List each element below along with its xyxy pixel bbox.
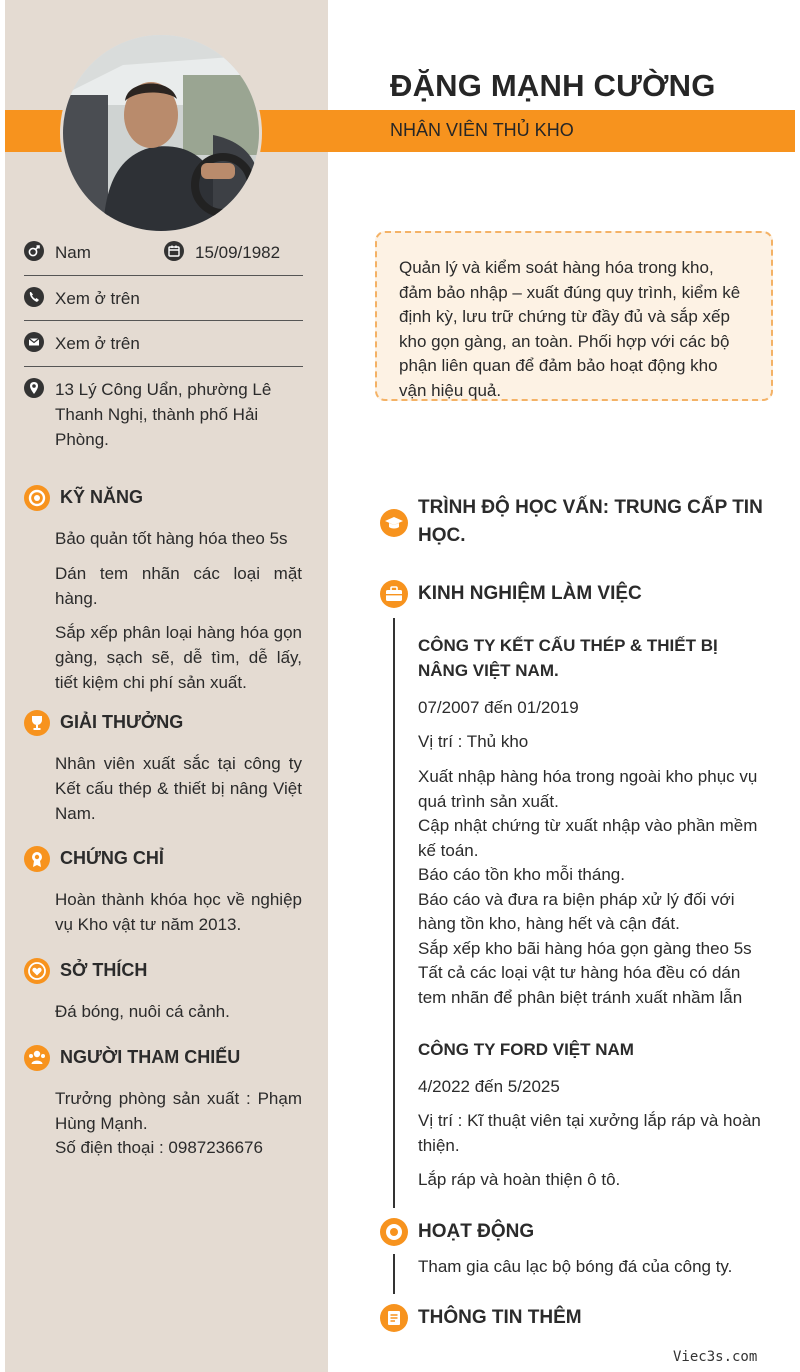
- calendar-icon: [164, 241, 184, 261]
- briefcase-icon: [380, 580, 408, 608]
- address-value: 13 Lý Công Uẩn, phường Lê Thanh Nghị, thành phố Hải Phòng.: [55, 380, 272, 449]
- phone-icon: [24, 287, 44, 307]
- awards-title: GIẢI THƯỞNG: [60, 712, 184, 732]
- more-info-title: THÔNG TIN THÊM: [418, 1307, 582, 1328]
- timeline-line: [393, 1254, 395, 1294]
- gender-icon: [24, 241, 44, 261]
- graduation-cap-icon: [380, 509, 408, 537]
- duty-item: Cập nhật chứng từ xuất nhập vào phần mềm kế toán.: [418, 816, 758, 860]
- reference-person: Trưởng phòng sản xuất : Phạm Hùng Mạnh.: [55, 1089, 302, 1133]
- trophy-icon: [24, 710, 50, 736]
- job-period: 4/2022 đến 5/2025: [418, 1077, 560, 1096]
- references-title: NGƯỜI THAM CHIẾU: [60, 1047, 241, 1067]
- job-position: Vị trí : Thủ kho: [418, 732, 529, 751]
- timeline-line: [393, 618, 395, 1208]
- references-icon: [24, 1045, 50, 1071]
- education-title-line1: TRÌNH ĐỘ HỌC VẤN: TRUNG CẤP TIN: [418, 497, 763, 518]
- company-name: CÔNG TY FORD VIỆT NAM: [418, 1040, 634, 1059]
- company-name: CÔNG TY KẾT CẤU THÉP & THIẾT BỊ NÂNG VIỆT NAM.: [418, 636, 718, 680]
- email-icon: [24, 332, 44, 352]
- activities-text: Tham gia câu lạc bộ bóng đá của công ty.: [418, 1257, 733, 1276]
- job-duties: [418, 765, 763, 1010]
- location-icon: [24, 378, 44, 398]
- education-title-line2: HỌC.: [418, 525, 466, 546]
- heart-icon: [24, 958, 50, 984]
- job-duties: [418, 1168, 763, 1193]
- job-period: 07/2007 đến 01/2019: [418, 698, 579, 717]
- phone-value[interactable]: Xem ở trên: [55, 289, 140, 308]
- duty-item: Lắp ráp và hoàn thiện ô tô.: [418, 1170, 621, 1189]
- duty-item: Xuất nhập hàng hóa trong ngoài kho phục vụ quá trình sản xuất.: [418, 767, 758, 811]
- skill-item: Dán tem nhãn các loại mặt hàng.: [55, 564, 302, 608]
- hobbies-title: SỞ THÍCH: [60, 960, 148, 980]
- duty-item: Báo cáo tồn kho mỗi tháng.: [418, 865, 625, 884]
- experience-title: KINH NGHIỆM LÀM VIỆC: [418, 583, 642, 604]
- job-position: Vị trí : Kĩ thuật viên tại xưởng lắp ráp và hoàn thiện.: [418, 1111, 761, 1155]
- duty-item: Báo cáo và đưa ra biện pháp xử lý đối với hàng tồn kho, hàng hết và cận đát.: [418, 889, 735, 933]
- skill-item: Bảo quản tốt hàng hóa theo 5s: [55, 529, 288, 548]
- skills-title: KỸ NĂNG: [60, 487, 144, 507]
- contact-divider: [24, 275, 303, 276]
- activities-icon: [380, 1218, 408, 1246]
- duty-item: Sắp xếp kho bãi hàng hóa gọn gàng theo 5s: [418, 938, 752, 958]
- skills-icon: [24, 485, 50, 511]
- site-watermark: Viec3s.com: [673, 1349, 758, 1365]
- skill-item: Sắp xếp phân loại hàng hóa gọn gàng, sạch sẽ, dễ tìm, dễ lấy, tiết kiệm chi phí sản xuất.: [55, 623, 302, 692]
- email-value[interactable]: Xem ở trên: [55, 334, 140, 353]
- reference-phone: Số điện thoại : 0987236676: [55, 1138, 263, 1157]
- info-icon: [380, 1304, 408, 1332]
- certificates-title: CHỨNG CHỈ: [60, 848, 164, 868]
- candidate-name: ĐẶNG MẠNH CƯỜNG: [390, 68, 716, 103]
- hobbies-text: Đá bóng, nuôi cá cảnh.: [55, 1002, 230, 1021]
- career-summary: Quản lý và kiểm soát hàng hóa trong kho, đảm bảo nhập – xuất đúng quy trình, kiểm kê định kỳ, lưu trữ chứng từ đầy đủ và sắp xếp kho gọn gàng, an toàn. Phối hợp với các bộ phận liên quan để đảm bảo hoạt động kho vận hiệu quả.: [375, 231, 773, 401]
- dob-value: 15/09/1982: [195, 243, 281, 262]
- contact-divider: [24, 320, 303, 321]
- awards-text: Nhân viên xuất sắc tại công ty Kết cấu thép & thiết bị nâng Việt Nam.: [55, 754, 302, 823]
- profile-photo: [63, 35, 259, 231]
- certificate-icon: [24, 846, 50, 872]
- certificates-text: Hoàn thành khóa học về nghiệp vụ Kho vật tư năm 2013.: [55, 890, 302, 934]
- contact-divider: [24, 366, 303, 367]
- activities-title: HOẠT ĐỘNG: [418, 1221, 535, 1242]
- gender-value: Nam: [55, 243, 91, 262]
- duty-item: Tất cả các loại vật tư hàng hóa đều có dán tem nhãn để phân biệt tránh xuất nhầm lẫn: [418, 963, 743, 1007]
- job-title: NHÂN VIÊN THỦ KHO: [390, 120, 574, 140]
